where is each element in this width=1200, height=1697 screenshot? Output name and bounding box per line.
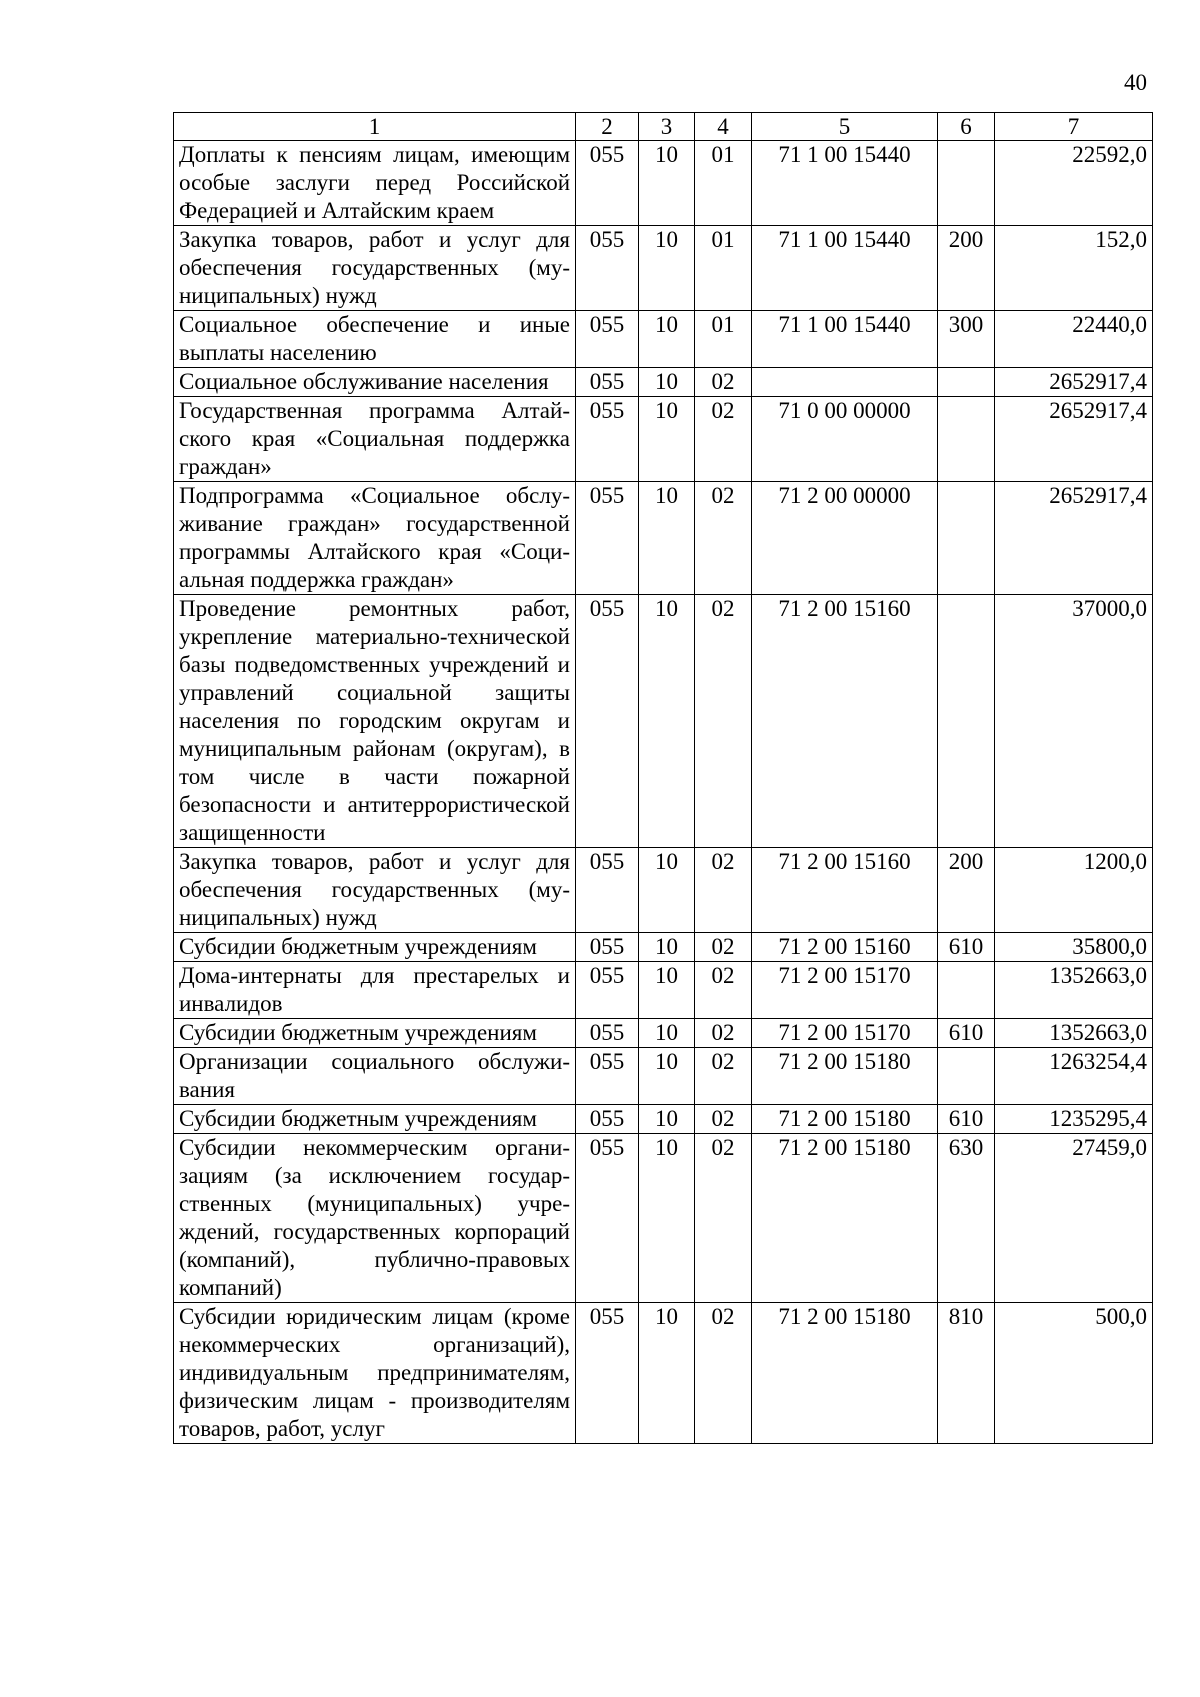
grbs-code-cell: 055 (576, 1134, 639, 1303)
amount-cell: 2652917,4 (995, 482, 1153, 595)
table-row (174, 962, 1153, 1019)
subsection-code-cell: 01 (695, 226, 752, 311)
section-code-cell: 10 (639, 933, 695, 962)
section-code-cell: 10 (639, 595, 695, 848)
grbs-code-cell: 055 (576, 311, 639, 368)
amount-cell: 152,0 (995, 226, 1153, 311)
budget-table (173, 112, 1153, 1444)
grbs-code-cell: 055 (576, 848, 639, 933)
expense-type-code-cell (938, 1048, 995, 1105)
expense-type-code-cell: 630 (938, 1134, 995, 1303)
row-name-cell: Закупка товаров, работ и услуг для обеспечения государственных (муниципальных) нужд (174, 226, 576, 311)
target-item-code-cell: 71 1 00 15440 (752, 311, 938, 368)
target-item-code-cell: 71 0 00 00000 (752, 397, 938, 482)
table-row (174, 226, 1153, 311)
table-body (174, 141, 1153, 1444)
row-name-cell: Субсидии бюджетным учреждениям (174, 1105, 576, 1134)
subsection-code-cell: 01 (695, 141, 752, 226)
expense-type-code-cell: 610 (938, 1019, 995, 1048)
table-row (174, 368, 1153, 397)
column-number: 5 (752, 113, 938, 141)
expense-type-code-cell: 200 (938, 848, 995, 933)
row-name-cell: Закупка товаров, работ и услуг для обеспечения государственных (муниципальных) нужд (174, 848, 576, 933)
column-number: 2 (576, 113, 639, 141)
column-number: 4 (695, 113, 752, 141)
subsection-code-cell: 02 (695, 1105, 752, 1134)
amount-cell: 1263254,4 (995, 1048, 1153, 1105)
table-row (174, 1303, 1153, 1444)
target-item-code-cell: 71 2 00 15180 (752, 1303, 938, 1444)
section-code-cell: 10 (639, 141, 695, 226)
section-code-cell: 10 (639, 1303, 695, 1444)
row-name-cell: Доплаты к пенсиям лицам, имеющим особые заслуги перед Российской Федерацией и Алтайским краем (174, 141, 576, 226)
table-header (174, 113, 1153, 141)
row-name-cell: Субсидии юридическим лицам (кроме некоммерческих организаций), индивидуальным предпринимателям, физическим лицам - производителям товаров, работ, услуг (174, 1303, 576, 1444)
amount-cell: 2652917,4 (995, 368, 1153, 397)
target-item-code-cell: 71 2 00 00000 (752, 482, 938, 595)
subsection-code-cell: 02 (695, 397, 752, 482)
section-code-cell: 10 (639, 226, 695, 311)
expense-type-code-cell: 200 (938, 226, 995, 311)
row-name-cell: Подпрограмма «Социальное обслуживание граждан» государственной программы Алтайского края «Социальная поддержка граждан» (174, 482, 576, 595)
table-row (174, 1019, 1153, 1048)
grbs-code-cell: 055 (576, 368, 639, 397)
expense-type-code-cell (938, 141, 995, 226)
target-item-code-cell: 71 2 00 15160 (752, 595, 938, 848)
expense-type-code-cell: 300 (938, 311, 995, 368)
target-item-code-cell: 71 2 00 15170 (752, 962, 938, 1019)
table-row (174, 933, 1153, 962)
row-name-cell: Социальное обслуживание населения (174, 368, 576, 397)
amount-cell: 1200,0 (995, 848, 1153, 933)
row-name-cell: Проведение ремонтных работ, укрепление материально-технической базы подведомственных учреждений и управлений социальной защиты населения по городским округам и муниципальным районам (округам), в том числе в части пожарной безопасности и антитеррористической защищенности (174, 595, 576, 848)
section-code-cell: 10 (639, 1019, 695, 1048)
amount-cell: 1352663,0 (995, 1019, 1153, 1048)
target-item-code-cell (752, 368, 938, 397)
target-item-code-cell: 71 2 00 15180 (752, 1105, 938, 1134)
subsection-code-cell: 02 (695, 962, 752, 1019)
table-row (174, 1134, 1153, 1303)
table-row (174, 397, 1153, 482)
section-code-cell: 10 (639, 1134, 695, 1303)
table-row (174, 595, 1153, 848)
grbs-code-cell: 055 (576, 141, 639, 226)
table-row (174, 482, 1153, 595)
section-code-cell: 10 (639, 482, 695, 595)
grbs-code-cell: 055 (576, 397, 639, 482)
target-item-code-cell: 71 2 00 15180 (752, 1048, 938, 1105)
target-item-code-cell: 71 2 00 15160 (752, 848, 938, 933)
grbs-code-cell: 055 (576, 1019, 639, 1048)
amount-cell: 35800,0 (995, 933, 1153, 962)
expense-type-code-cell (938, 962, 995, 1019)
grbs-code-cell: 055 (576, 226, 639, 311)
row-name-cell: Социальное обеспечение и иные выплаты населению (174, 311, 576, 368)
amount-cell: 37000,0 (995, 595, 1153, 848)
subsection-code-cell: 02 (695, 1019, 752, 1048)
column-number: 3 (639, 113, 695, 141)
target-item-code-cell: 71 1 00 15440 (752, 141, 938, 226)
grbs-code-cell: 055 (576, 1303, 639, 1444)
section-code-cell: 10 (639, 962, 695, 1019)
row-name-cell: Государственная программа Алтайского края «Социальная поддержка граждан» (174, 397, 576, 482)
amount-cell: 2652917,4 (995, 397, 1153, 482)
grbs-code-cell: 055 (576, 595, 639, 848)
grbs-code-cell: 055 (576, 482, 639, 595)
table-row (174, 848, 1153, 933)
expense-type-code-cell (938, 397, 995, 482)
row-name-cell: Дома-интернаты для престарелых и инвалидов (174, 962, 576, 1019)
subsection-code-cell: 02 (695, 595, 752, 848)
table-row (174, 311, 1153, 368)
table-row (174, 1048, 1153, 1105)
column-number-row (174, 113, 1153, 141)
expense-type-code-cell (938, 368, 995, 397)
subsection-code-cell: 02 (695, 482, 752, 595)
expense-type-code-cell: 810 (938, 1303, 995, 1444)
section-code-cell: 10 (639, 848, 695, 933)
table-row (174, 141, 1153, 226)
row-name-cell: Субсидии бюджетным учреждениям (174, 933, 576, 962)
subsection-code-cell: 02 (695, 1303, 752, 1444)
amount-cell: 22440,0 (995, 311, 1153, 368)
subsection-code-cell: 02 (695, 1048, 752, 1105)
section-code-cell: 10 (639, 1048, 695, 1105)
subsection-code-cell: 02 (695, 848, 752, 933)
grbs-code-cell: 055 (576, 1048, 639, 1105)
section-code-cell: 10 (639, 397, 695, 482)
expense-type-code-cell (938, 595, 995, 848)
column-number: 6 (938, 113, 995, 141)
row-name-cell: Организации социального обслуживания (174, 1048, 576, 1105)
row-name-cell: Субсидии бюджетным учреждениям (174, 1019, 576, 1048)
amount-cell: 500,0 (995, 1303, 1153, 1444)
column-number: 7 (995, 113, 1153, 141)
subsection-code-cell: 02 (695, 933, 752, 962)
subsection-code-cell: 02 (695, 1134, 752, 1303)
expense-type-code-cell: 610 (938, 1105, 995, 1134)
amount-cell: 22592,0 (995, 141, 1153, 226)
section-code-cell: 10 (639, 1105, 695, 1134)
amount-cell: 27459,0 (995, 1134, 1153, 1303)
target-item-code-cell: 71 2 00 15160 (752, 933, 938, 962)
amount-cell: 1352663,0 (995, 962, 1153, 1019)
page-number: 40 (1124, 70, 1147, 95)
target-item-code-cell: 71 2 00 15180 (752, 1134, 938, 1303)
column-number: 1 (174, 113, 576, 141)
grbs-code-cell: 055 (576, 1105, 639, 1134)
row-name-cell: Субсидии некоммерческим организациям (за исключением государственных (муниципальных) учреждений, государственных корпораций (компаний), публично-правовых компаний) (174, 1134, 576, 1303)
expense-type-code-cell (938, 482, 995, 595)
subsection-code-cell: 01 (695, 311, 752, 368)
table-row (174, 1105, 1153, 1134)
amount-cell: 1235295,4 (995, 1105, 1153, 1134)
section-code-cell: 10 (639, 311, 695, 368)
section-code-cell: 10 (639, 368, 695, 397)
target-item-code-cell: 71 1 00 15440 (752, 226, 938, 311)
expense-type-code-cell: 610 (938, 933, 995, 962)
subsection-code-cell: 02 (695, 368, 752, 397)
grbs-code-cell: 055 (576, 933, 639, 962)
grbs-code-cell: 055 (576, 962, 639, 1019)
target-item-code-cell: 71 2 00 15170 (752, 1019, 938, 1048)
